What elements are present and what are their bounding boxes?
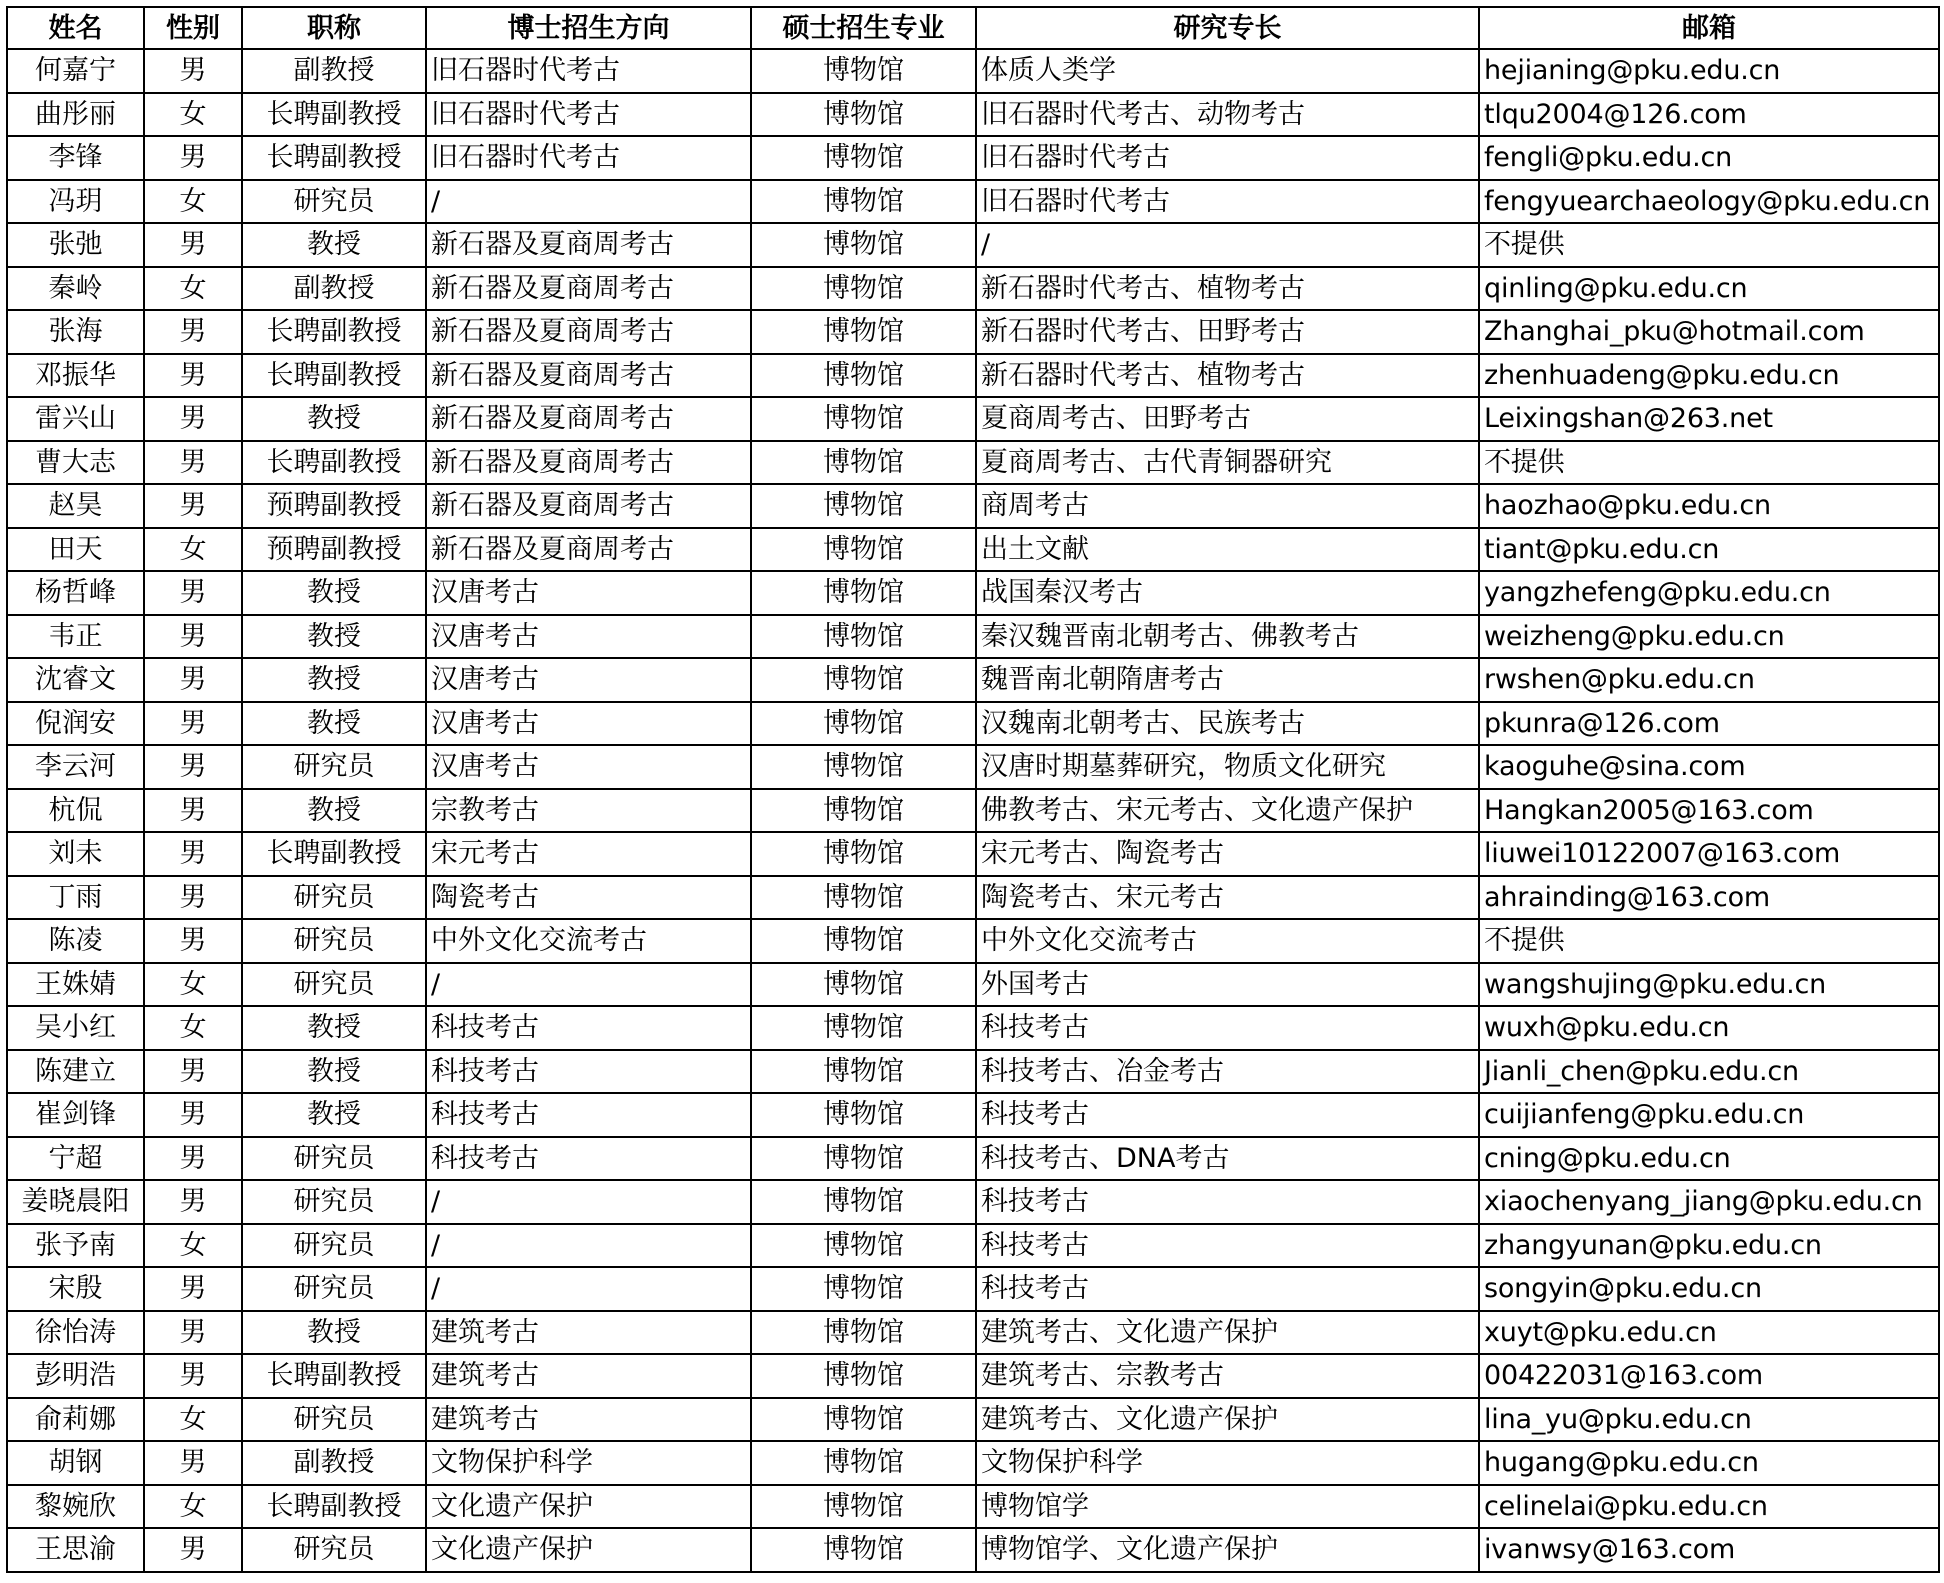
cell-name: 俞莉娜 <box>7 1398 144 1442</box>
cell-email: 不提供 <box>1479 441 1939 485</box>
cell-research-specialty: 旧石器时代考古 <box>976 180 1479 224</box>
cell-title: 研究员 <box>242 1224 426 1268</box>
cell-research-specialty: / <box>976 223 1479 267</box>
cell-research-specialty: 汉唐时期墓葬研究，物质文化研究 <box>976 745 1479 789</box>
cell-gender: 男 <box>144 919 242 963</box>
cell-phd-direction: / <box>426 963 751 1007</box>
cell-master-major: 博物馆 <box>751 1485 976 1529</box>
header-research-specialty: 研究专长 <box>976 7 1479 49</box>
table-row <box>7 1485 1939 1529</box>
cell-master-major: 博物馆 <box>751 745 976 789</box>
cell-email: zhangyunan@pku.edu.cn <box>1479 1224 1939 1268</box>
cell-name: 曲彤丽 <box>7 93 144 137</box>
cell-name: 张海 <box>7 310 144 354</box>
cell-name: 丁雨 <box>7 876 144 920</box>
cell-email: hugang@pku.edu.cn <box>1479 1441 1939 1485</box>
cell-master-major: 博物馆 <box>751 1006 976 1050</box>
cell-gender: 男 <box>144 484 242 528</box>
cell-email: fengli@pku.edu.cn <box>1479 136 1939 180</box>
cell-research-specialty: 新石器时代考古、植物考古 <box>976 267 1479 311</box>
cell-phd-direction: 建筑考古 <box>426 1311 751 1355</box>
cell-phd-direction: 新石器及夏商周考古 <box>426 310 751 354</box>
cell-research-specialty: 秦汉魏晋南北朝考古、佛教考古 <box>976 615 1479 659</box>
cell-name: 胡钢 <box>7 1441 144 1485</box>
cell-email: yangzhefeng@pku.edu.cn <box>1479 571 1939 615</box>
cell-phd-direction: 旧石器时代考古 <box>426 49 751 93</box>
cell-master-major: 博物馆 <box>751 658 976 702</box>
cell-name: 张予南 <box>7 1224 144 1268</box>
cell-title: 预聘副教授 <box>242 528 426 572</box>
cell-title: 教授 <box>242 571 426 615</box>
cell-title: 教授 <box>242 1093 426 1137</box>
cell-master-major: 博物馆 <box>751 180 976 224</box>
cell-master-major: 博物馆 <box>751 876 976 920</box>
cell-master-major: 博物馆 <box>751 484 976 528</box>
cell-phd-direction: 科技考古 <box>426 1006 751 1050</box>
cell-name: 李锋 <box>7 136 144 180</box>
table-row <box>7 571 1939 615</box>
cell-phd-direction: 旧石器时代考古 <box>426 136 751 180</box>
table-row <box>7 832 1939 876</box>
cell-gender: 男 <box>144 658 242 702</box>
table-header-row <box>7 7 1939 49</box>
cell-name: 刘未 <box>7 832 144 876</box>
cell-master-major: 博物馆 <box>751 49 976 93</box>
table-row <box>7 1224 1939 1268</box>
cell-name: 吴小红 <box>7 1006 144 1050</box>
cell-email: hejianing@pku.edu.cn <box>1479 49 1939 93</box>
cell-title: 长聘副教授 <box>242 1354 426 1398</box>
cell-phd-direction: 新石器及夏商周考古 <box>426 267 751 311</box>
cell-research-specialty: 科技考古 <box>976 1180 1479 1224</box>
table-row <box>7 397 1939 441</box>
cell-name: 赵昊 <box>7 484 144 528</box>
table-row <box>7 1093 1939 1137</box>
table-row <box>7 919 1939 963</box>
cell-research-specialty: 体质人类学 <box>976 49 1479 93</box>
cell-research-specialty: 陶瓷考古、宋元考古 <box>976 876 1479 920</box>
cell-email: cuijianfeng@pku.edu.cn <box>1479 1093 1939 1137</box>
cell-phd-direction: 建筑考古 <box>426 1354 751 1398</box>
cell-research-specialty: 建筑考古、宗教考古 <box>976 1354 1479 1398</box>
cell-email: 不提供 <box>1479 223 1939 267</box>
cell-phd-direction: 汉唐考古 <box>426 745 751 789</box>
cell-name: 黎婉欣 <box>7 1485 144 1529</box>
cell-title: 研究员 <box>242 876 426 920</box>
cell-gender: 女 <box>144 528 242 572</box>
table-row <box>7 1050 1939 1094</box>
cell-research-specialty: 科技考古、DNA考古 <box>976 1137 1479 1181</box>
cell-title: 预聘副教授 <box>242 484 426 528</box>
cell-name: 沈睿文 <box>7 658 144 702</box>
cell-gender: 女 <box>144 93 242 137</box>
cell-name: 秦岭 <box>7 267 144 311</box>
cell-research-specialty: 中外文化交流考古 <box>976 919 1479 963</box>
cell-phd-direction: 新石器及夏商周考古 <box>426 441 751 485</box>
cell-master-major: 博物馆 <box>751 93 976 137</box>
cell-title: 教授 <box>242 1006 426 1050</box>
cell-gender: 男 <box>144 832 242 876</box>
header-gender: 性别 <box>144 7 242 49</box>
cell-research-specialty: 科技考古 <box>976 1093 1479 1137</box>
cell-gender: 女 <box>144 180 242 224</box>
table-row <box>7 93 1939 137</box>
cell-research-specialty: 旧石器时代考古 <box>976 136 1479 180</box>
table-row <box>7 1528 1939 1572</box>
cell-title: 研究员 <box>242 180 426 224</box>
cell-gender: 男 <box>144 223 242 267</box>
cell-gender: 女 <box>144 1006 242 1050</box>
cell-name: 杭侃 <box>7 789 144 833</box>
cell-gender: 男 <box>144 1311 242 1355</box>
cell-research-specialty: 科技考古 <box>976 1224 1479 1268</box>
cell-master-major: 博物馆 <box>751 441 976 485</box>
table-row <box>7 1137 1939 1181</box>
cell-name: 王姝婧 <box>7 963 144 1007</box>
cell-gender: 女 <box>144 1485 242 1529</box>
cell-name: 宁超 <box>7 1137 144 1181</box>
cell-phd-direction: 文化遗产保护 <box>426 1528 751 1572</box>
cell-title: 教授 <box>242 789 426 833</box>
cell-phd-direction: 汉唐考古 <box>426 658 751 702</box>
header-email: 邮箱 <box>1479 7 1939 49</box>
cell-email: tiant@pku.edu.cn <box>1479 528 1939 572</box>
cell-phd-direction: 陶瓷考古 <box>426 876 751 920</box>
cell-email: Jianli_chen@pku.edu.cn <box>1479 1050 1939 1094</box>
cell-title: 副教授 <box>242 49 426 93</box>
cell-master-major: 博物馆 <box>751 1528 976 1572</box>
faculty-table-sheet <box>6 6 1938 1573</box>
cell-title: 副教授 <box>242 267 426 311</box>
cell-title: 研究员 <box>242 1137 426 1181</box>
cell-master-major: 博物馆 <box>751 223 976 267</box>
cell-phd-direction: 汉唐考古 <box>426 615 751 659</box>
cell-gender: 男 <box>144 397 242 441</box>
cell-master-major: 博物馆 <box>751 1441 976 1485</box>
cell-title: 研究员 <box>242 745 426 789</box>
cell-gender: 男 <box>144 571 242 615</box>
cell-name: 李云河 <box>7 745 144 789</box>
cell-research-specialty: 宋元考古、陶瓷考古 <box>976 832 1479 876</box>
cell-research-specialty: 建筑考古、文化遗产保护 <box>976 1398 1479 1442</box>
cell-research-specialty: 商周考古 <box>976 484 1479 528</box>
cell-phd-direction: 汉唐考古 <box>426 702 751 746</box>
cell-research-specialty: 博物馆学 <box>976 1485 1479 1529</box>
cell-name: 王思渝 <box>7 1528 144 1572</box>
cell-email: pkunra@126.com <box>1479 702 1939 746</box>
table-row <box>7 876 1939 920</box>
cell-email: Leixingshan@263.net <box>1479 397 1939 441</box>
cell-master-major: 博物馆 <box>751 1354 976 1398</box>
cell-title: 教授 <box>242 702 426 746</box>
cell-title: 教授 <box>242 397 426 441</box>
cell-title: 教授 <box>242 1311 426 1355</box>
cell-name: 彭明浩 <box>7 1354 144 1398</box>
table-row <box>7 1311 1939 1355</box>
cell-phd-direction: 新石器及夏商周考古 <box>426 528 751 572</box>
cell-gender: 男 <box>144 745 242 789</box>
cell-master-major: 博物馆 <box>751 1311 976 1355</box>
cell-research-specialty: 博物馆学、文化遗产保护 <box>976 1528 1479 1572</box>
cell-email: rwshen@pku.edu.cn <box>1479 658 1939 702</box>
header-phd-direction: 博士招生方向 <box>426 7 751 49</box>
cell-email: xuyt@pku.edu.cn <box>1479 1311 1939 1355</box>
cell-research-specialty: 汉魏南北朝考古、民族考古 <box>976 702 1479 746</box>
table-row <box>7 528 1939 572</box>
cell-email: 不提供 <box>1479 919 1939 963</box>
header-name: 姓名 <box>7 7 144 49</box>
cell-gender: 男 <box>144 702 242 746</box>
cell-phd-direction: 科技考古 <box>426 1093 751 1137</box>
cell-email: ahrainding@163.com <box>1479 876 1939 920</box>
table-row <box>7 963 1939 1007</box>
cell-phd-direction: / <box>426 1180 751 1224</box>
cell-title: 教授 <box>242 223 426 267</box>
cell-master-major: 博物馆 <box>751 354 976 398</box>
cell-phd-direction: 中外文化交流考古 <box>426 919 751 963</box>
cell-email: cning@pku.edu.cn <box>1479 1137 1939 1181</box>
cell-research-specialty: 建筑考古、文化遗产保护 <box>976 1311 1479 1355</box>
cell-master-major: 博物馆 <box>751 832 976 876</box>
cell-research-specialty: 科技考古、冶金考古 <box>976 1050 1479 1094</box>
cell-master-major: 博物馆 <box>751 136 976 180</box>
cell-email: fengyuearchaeology@pku.edu.cn <box>1479 180 1939 224</box>
cell-master-major: 博物馆 <box>751 1093 976 1137</box>
cell-phd-direction: 建筑考古 <box>426 1398 751 1442</box>
cell-gender: 男 <box>144 1441 242 1485</box>
table-row <box>7 745 1939 789</box>
cell-email: wuxh@pku.edu.cn <box>1479 1006 1939 1050</box>
cell-title: 研究员 <box>242 963 426 1007</box>
cell-email: qinling@pku.edu.cn <box>1479 267 1939 311</box>
cell-name: 雷兴山 <box>7 397 144 441</box>
header-master-major: 硕士招生专业 <box>751 7 976 49</box>
cell-phd-direction: 文物保护科学 <box>426 1441 751 1485</box>
cell-gender: 男 <box>144 615 242 659</box>
cell-gender: 男 <box>144 49 242 93</box>
cell-master-major: 博物馆 <box>751 1180 976 1224</box>
cell-gender: 男 <box>144 1180 242 1224</box>
table-row <box>7 49 1939 93</box>
cell-email: haozhao@pku.edu.cn <box>1479 484 1939 528</box>
cell-email: songyin@pku.edu.cn <box>1479 1267 1939 1311</box>
cell-name: 倪润安 <box>7 702 144 746</box>
cell-master-major: 博物馆 <box>751 1224 976 1268</box>
cell-gender: 男 <box>144 1137 242 1181</box>
cell-email: Zhanghai_pku@hotmail.com <box>1479 310 1939 354</box>
cell-research-specialty: 出土文献 <box>976 528 1479 572</box>
table-row <box>7 441 1939 485</box>
cell-gender: 男 <box>144 789 242 833</box>
cell-email: wangshujing@pku.edu.cn <box>1479 963 1939 1007</box>
cell-phd-direction: 新石器及夏商周考古 <box>426 484 751 528</box>
table-row <box>7 1354 1939 1398</box>
cell-title: 长聘副教授 <box>242 136 426 180</box>
cell-gender: 男 <box>144 1528 242 1572</box>
table-row <box>7 658 1939 702</box>
cell-master-major: 博物馆 <box>751 1267 976 1311</box>
cell-master-major: 博物馆 <box>751 310 976 354</box>
cell-gender: 女 <box>144 267 242 311</box>
cell-gender: 男 <box>144 1093 242 1137</box>
table-row <box>7 615 1939 659</box>
cell-name: 田天 <box>7 528 144 572</box>
cell-phd-direction: 科技考古 <box>426 1137 751 1181</box>
cell-master-major: 博物馆 <box>751 702 976 746</box>
cell-research-specialty: 新石器时代考古、植物考古 <box>976 354 1479 398</box>
cell-research-specialty: 外国考古 <box>976 963 1479 1007</box>
cell-master-major: 博物馆 <box>751 267 976 311</box>
cell-title: 长聘副教授 <box>242 1485 426 1529</box>
faculty-table <box>6 6 1940 1573</box>
cell-research-specialty: 魏晋南北朝隋唐考古 <box>976 658 1479 702</box>
cell-phd-direction: 宋元考古 <box>426 832 751 876</box>
cell-gender: 男 <box>144 354 242 398</box>
cell-email: Hangkan2005@163.com <box>1479 789 1939 833</box>
cell-phd-direction: 新石器及夏商周考古 <box>426 223 751 267</box>
cell-gender: 男 <box>144 876 242 920</box>
cell-master-major: 博物馆 <box>751 397 976 441</box>
cell-phd-direction: 宗教考古 <box>426 789 751 833</box>
table-row <box>7 484 1939 528</box>
cell-name: 杨哲峰 <box>7 571 144 615</box>
cell-master-major: 博物馆 <box>751 528 976 572</box>
cell-gender: 男 <box>144 136 242 180</box>
cell-name: 曹大志 <box>7 441 144 485</box>
cell-phd-direction: 汉唐考古 <box>426 571 751 615</box>
cell-gender: 男 <box>144 1267 242 1311</box>
cell-name: 陈建立 <box>7 1050 144 1094</box>
cell-title: 长聘副教授 <box>242 441 426 485</box>
cell-master-major: 博物馆 <box>751 919 976 963</box>
cell-master-major: 博物馆 <box>751 963 976 1007</box>
cell-title: 研究员 <box>242 1528 426 1572</box>
cell-phd-direction: / <box>426 180 751 224</box>
cell-name: 何嘉宁 <box>7 49 144 93</box>
table-row <box>7 1180 1939 1224</box>
cell-title: 长聘副教授 <box>242 93 426 137</box>
cell-email: liuwei10122007@163.com <box>1479 832 1939 876</box>
cell-title: 教授 <box>242 615 426 659</box>
cell-research-specialty: 佛教考古、宋元考古、文化遗产保护 <box>976 789 1479 833</box>
cell-title: 教授 <box>242 658 426 702</box>
cell-research-specialty: 文物保护科学 <box>976 1441 1479 1485</box>
cell-master-major: 博物馆 <box>751 571 976 615</box>
cell-name: 韦正 <box>7 615 144 659</box>
cell-email: celinelai@pku.edu.cn <box>1479 1485 1939 1529</box>
cell-phd-direction: / <box>426 1267 751 1311</box>
cell-research-specialty: 科技考古 <box>976 1267 1479 1311</box>
cell-title: 长聘副教授 <box>242 310 426 354</box>
table-row <box>7 1006 1939 1050</box>
table-row <box>7 789 1939 833</box>
cell-title: 研究员 <box>242 1267 426 1311</box>
cell-phd-direction: 科技考古 <box>426 1050 751 1094</box>
header-title: 职称 <box>242 7 426 49</box>
cell-gender: 男 <box>144 1354 242 1398</box>
cell-name: 邓振华 <box>7 354 144 398</box>
cell-gender: 男 <box>144 1050 242 1094</box>
cell-title: 副教授 <box>242 1441 426 1485</box>
table-row <box>7 1441 1939 1485</box>
table-row <box>7 702 1939 746</box>
cell-name: 宋殷 <box>7 1267 144 1311</box>
cell-title: 长聘副教授 <box>242 354 426 398</box>
cell-research-specialty: 夏商周考古、田野考古 <box>976 397 1479 441</box>
table-row <box>7 136 1939 180</box>
cell-research-specialty: 旧石器时代考古、动物考古 <box>976 93 1479 137</box>
cell-phd-direction: 旧石器时代考古 <box>426 93 751 137</box>
cell-gender: 男 <box>144 310 242 354</box>
cell-phd-direction: 文化遗产保护 <box>426 1485 751 1529</box>
cell-research-specialty: 夏商周考古、古代青铜器研究 <box>976 441 1479 485</box>
cell-email: lina_yu@pku.edu.cn <box>1479 1398 1939 1442</box>
cell-research-specialty: 战国秦汉考古 <box>976 571 1479 615</box>
table-row <box>7 267 1939 311</box>
cell-name: 姜晓晨阳 <box>7 1180 144 1224</box>
cell-email: kaoguhe@sina.com <box>1479 745 1939 789</box>
table-row <box>7 180 1939 224</box>
table-row <box>7 354 1939 398</box>
cell-title: 教授 <box>242 1050 426 1094</box>
cell-phd-direction: 新石器及夏商周考古 <box>426 354 751 398</box>
cell-master-major: 博物馆 <box>751 615 976 659</box>
cell-name: 陈凌 <box>7 919 144 963</box>
table-row <box>7 310 1939 354</box>
table-row <box>7 223 1939 267</box>
cell-master-major: 博物馆 <box>751 1137 976 1181</box>
cell-email: zhenhuadeng@pku.edu.cn <box>1479 354 1939 398</box>
cell-name: 徐怡涛 <box>7 1311 144 1355</box>
cell-title: 长聘副教授 <box>242 832 426 876</box>
cell-email: 00422031@163.com <box>1479 1354 1939 1398</box>
cell-title: 研究员 <box>242 1180 426 1224</box>
cell-research-specialty: 新石器时代考古、田野考古 <box>976 310 1479 354</box>
cell-master-major: 博物馆 <box>751 1050 976 1094</box>
cell-name: 崔剑锋 <box>7 1093 144 1137</box>
cell-name: 张弛 <box>7 223 144 267</box>
cell-research-specialty: 科技考古 <box>976 1006 1479 1050</box>
cell-email: weizheng@pku.edu.cn <box>1479 615 1939 659</box>
cell-gender: 女 <box>144 1224 242 1268</box>
cell-title: 研究员 <box>242 919 426 963</box>
cell-master-major: 博物馆 <box>751 789 976 833</box>
cell-phd-direction: / <box>426 1224 751 1268</box>
cell-phd-direction: 新石器及夏商周考古 <box>426 397 751 441</box>
cell-name: 冯玥 <box>7 180 144 224</box>
cell-email: ivanwsy@163.com <box>1479 1528 1939 1572</box>
cell-gender: 女 <box>144 1398 242 1442</box>
cell-title: 研究员 <box>242 1398 426 1442</box>
cell-email: xiaochenyang_jiang@pku.edu.cn <box>1479 1180 1939 1224</box>
cell-gender: 男 <box>144 441 242 485</box>
table-body <box>7 49 1939 1572</box>
cell-master-major: 博物馆 <box>751 1398 976 1442</box>
cell-gender: 女 <box>144 963 242 1007</box>
table-row <box>7 1398 1939 1442</box>
table-row <box>7 1267 1939 1311</box>
cell-email: tlqu2004@126.com <box>1479 93 1939 137</box>
